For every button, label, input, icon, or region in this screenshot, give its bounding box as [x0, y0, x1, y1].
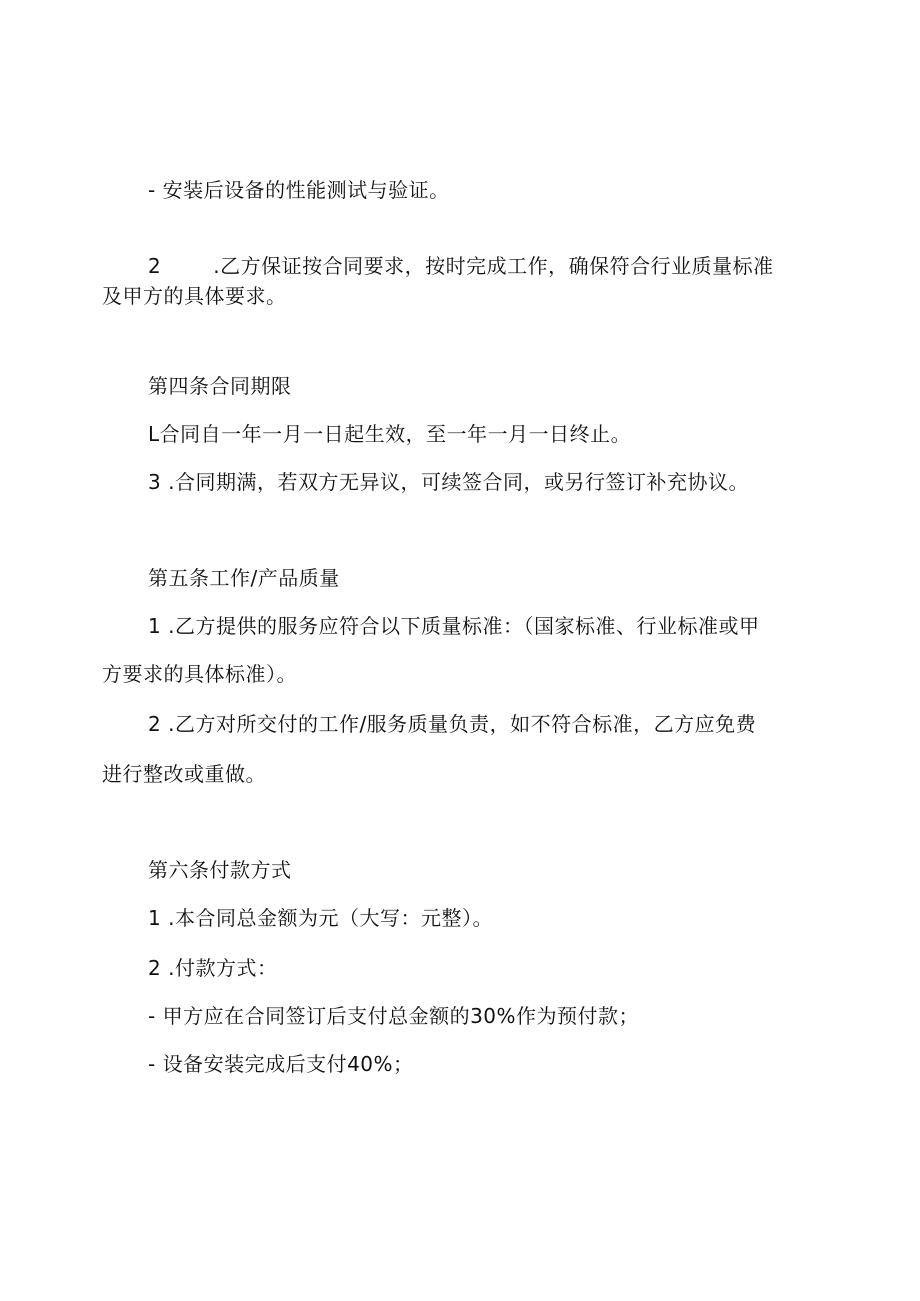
text-line: L合同自一年一月一日起生效，至一年一月一日终止。 [148, 422, 632, 446]
text-line: - 安装后设备的性能测试与验证。 [148, 178, 450, 202]
section-heading: 第四条合同期限 [148, 374, 292, 398]
text-line: 进行整改或重做。 [102, 762, 266, 786]
clause-number: 2 [148, 254, 162, 278]
clause-3-2 [148, 254, 774, 278]
text-line: 3 .合同期满，若双方无异议，可续签合同，或另行签订补充协议。 [148, 470, 749, 494]
text-line: - 甲方应在合同签订后支付总金额的30%作为预付款； [148, 1004, 640, 1028]
text-line: - 设备安装完成后支付40%； [148, 1052, 414, 1076]
text-line: 及甲方的具体要求。 [102, 284, 287, 308]
section-heading: 第五条工作/产品质量 [148, 566, 340, 590]
section-heading: 第六条付款方式 [148, 858, 292, 882]
text-line: 1 .乙方提供的服务应符合以下质量标准：（国家标准、行业标准或甲 [148, 614, 760, 638]
text-line: 方要求的具体标准）。 [102, 662, 297, 686]
text-line: 2 .付款方式： [148, 956, 278, 980]
text-line: 2 .乙方对所交付的工作/服务质量负责，如不符合标准，乙方应免费 [148, 712, 757, 736]
clause-text: .乙方保证按合同要求，按时完成工作，确保符合行业质量标准 [213, 254, 774, 278]
text-line: 1 .本合同总金额为元（大写：元整）。 [148, 906, 493, 930]
